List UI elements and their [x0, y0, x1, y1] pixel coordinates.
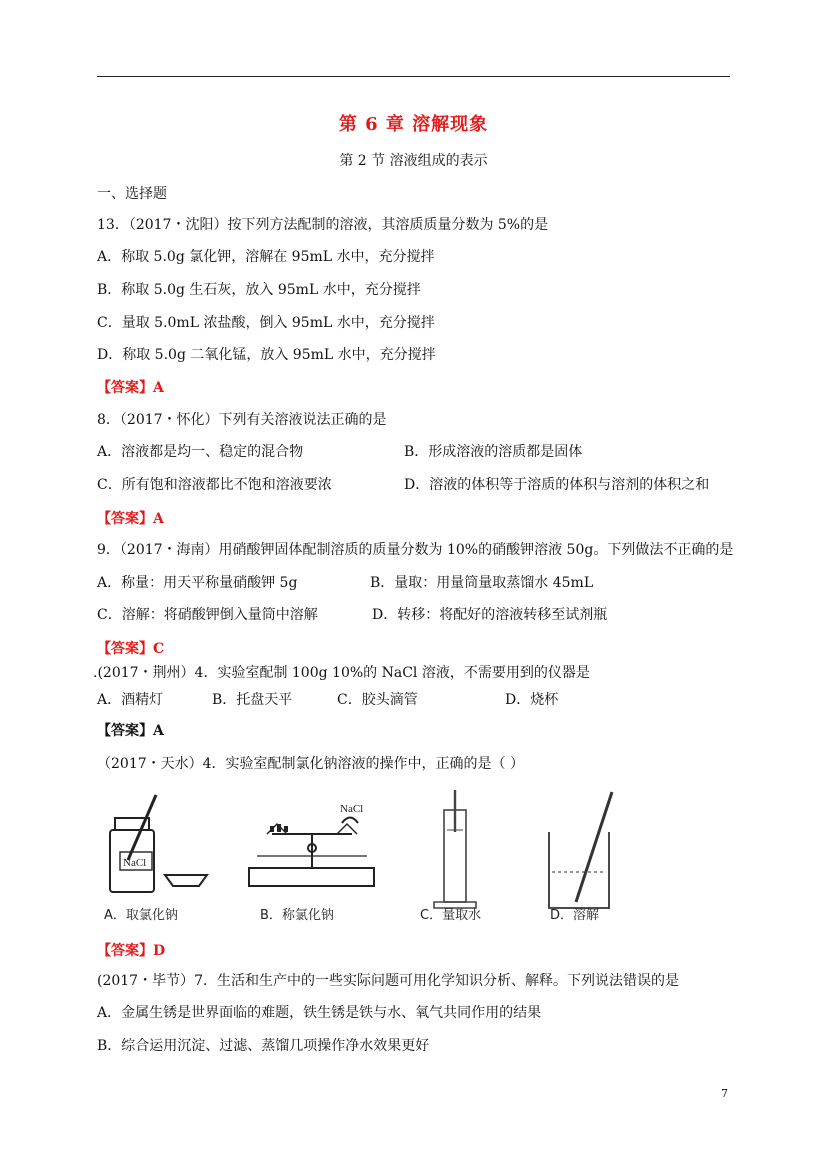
answer-label: 【答案】C: [97, 641, 165, 657]
chapter-title: 第 6 章 溶解现象: [338, 114, 489, 135]
bottle-label: NaCl: [123, 857, 147, 869]
caption-d: D．溶解: [550, 908, 600, 923]
option-c: C．所有饱和溶液都比不饱和溶液要浓: [97, 477, 332, 493]
answer-label: 【答案】A: [97, 380, 164, 396]
caption-c: C．量取水: [420, 908, 482, 923]
option-a: A．溶液都是均一、稳定的混合物: [97, 444, 304, 460]
option-c: C．胶头滴管: [337, 692, 418, 708]
answer-label: 【答案】A: [97, 723, 164, 739]
option-a: A．金属生锈是世界面临的难题，铁生锈是铁与水、氧气共同作用的结果: [97, 1005, 542, 1021]
question-stem: 9．（2017・海南）用硝酸钾固体配制溶质的质量分数为 10%的硝酸钾溶液 50g。下列做法不正确的是: [97, 542, 734, 558]
graduated-cylinder-figure: [434, 790, 476, 908]
beaker-figure: [549, 792, 612, 908]
option-d: D．称取 5.0g 二氧化锰，放入 95mL 水中，充分搅拌: [97, 347, 436, 363]
caption-b: B．称氯化钠: [260, 908, 334, 923]
question-stem: (2017・毕节）7．生活和生产中的一些实际问题可用化学知识分析、解释。下列说法错误的是: [97, 973, 679, 989]
answer-label: 【答案】D: [97, 943, 166, 959]
reagent-bottle-figure: [110, 795, 207, 892]
option-a: A．称量：用天平称量硝酸钾 5g: [97, 575, 298, 591]
option-c: C．量取 5.0mL 浓盐酸，倒入 95mL 水中，充分搅拌: [97, 315, 435, 331]
option-c: C．溶解：将硝酸钾倒入量筒中溶解: [97, 607, 318, 623]
option-d: D．溶液的体积等于溶质的体积与溶剂的体积之和: [404, 477, 710, 493]
option-a: A．称取 5.0g 氯化钾，溶解在 95mL 水中，充分搅拌: [97, 249, 435, 265]
lab-figure-svg: [102, 790, 622, 930]
option-d: D．烧杯: [505, 692, 559, 708]
page-number: 7: [721, 1087, 728, 1100]
option-b: B．称取 5.0g 生石灰，放入 95mL 水中，充分搅拌: [97, 282, 421, 298]
option-b: B．形成溶液的溶质都是固体: [404, 444, 583, 460]
header-rule: [97, 76, 730, 77]
question-stem: .(2017・荆州）4．实验室配制 100g 10%的 NaCl 溶液，不需要用到的仪器是: [93, 665, 590, 681]
option-a: A．酒精灯: [97, 692, 164, 708]
question-stem: （2017・天水）4．实验室配制氯化钠溶液的操作中，正确的是（ ）: [97, 756, 524, 772]
section-title: 第 2 节 溶液组成的表示: [339, 153, 488, 169]
option-b: B．综合运用沉淀、过滤、蒸馏几项操作净水效果更好: [97, 1038, 430, 1054]
caption-a: A．取氯化钠: [104, 908, 178, 923]
question-stem: 8．（2017・怀化）下列有关溶液说法正确的是: [97, 412, 387, 428]
part-heading: 一、选择题: [97, 186, 167, 202]
balance-label: NaCl: [340, 803, 364, 815]
lab-operations-figure: [102, 790, 622, 930]
balance-weights: [270, 824, 288, 832]
option-d: D．转移：将配好的溶液转移至试剂瓶: [372, 607, 608, 623]
answer-label: 【答案】A: [97, 511, 164, 527]
option-b: B．量取：用量筒量取蒸馏水 45mL: [370, 575, 594, 591]
balance-figure: [249, 818, 374, 887]
question-stem: 13．（2017・沈阳）按下列方法配制的溶液，其溶质质量分数为 5%的是: [97, 217, 549, 233]
option-b: B．托盘天平: [212, 692, 293, 708]
